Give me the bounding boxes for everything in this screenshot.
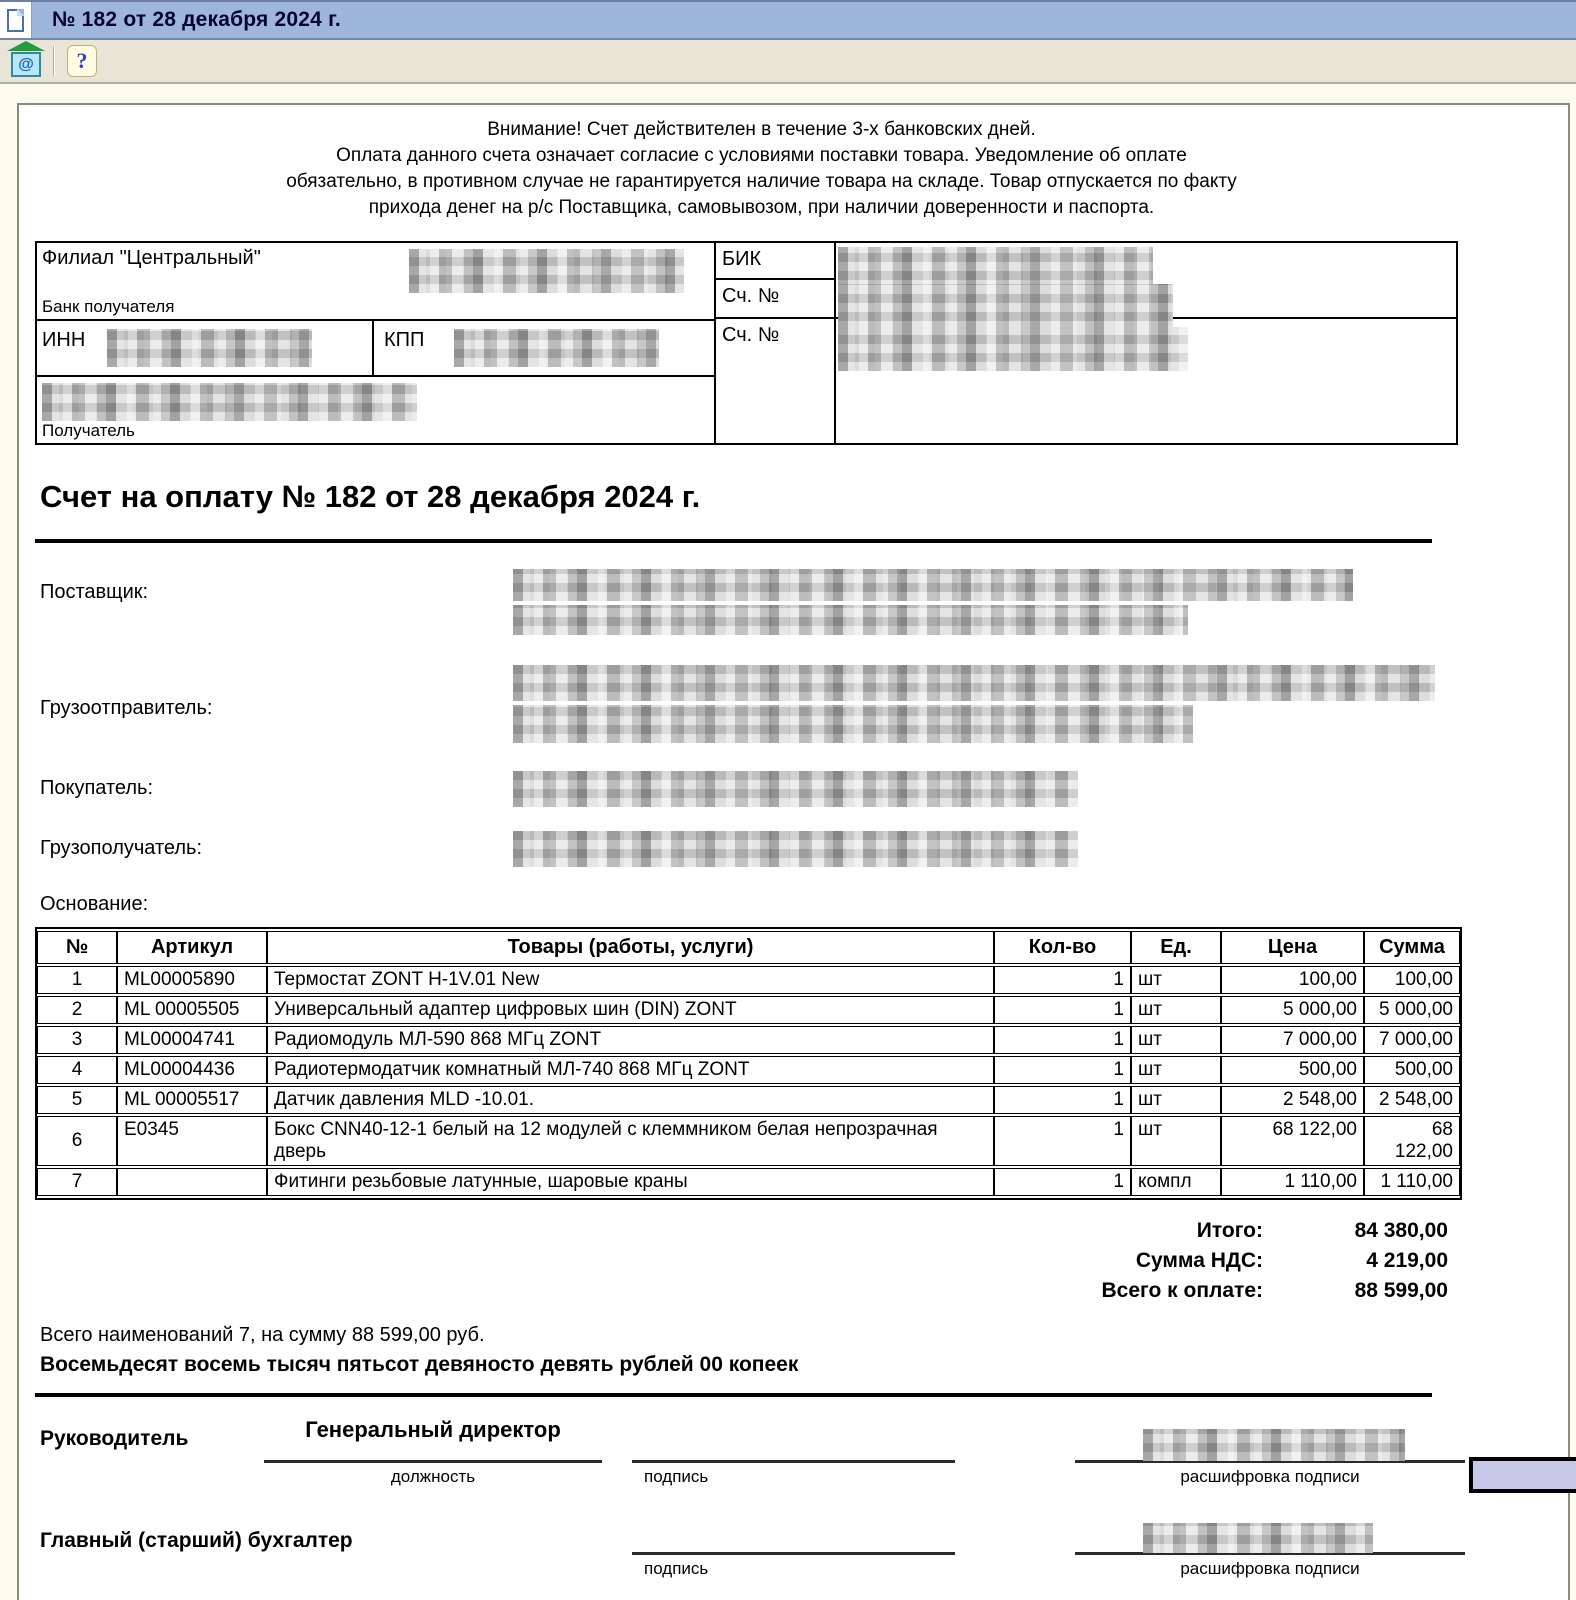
cell-amount: 500,00: [1364, 1056, 1460, 1084]
vat-line: [35, 1246, 1458, 1276]
cell-num: 7: [37, 1168, 117, 1196]
corr-account-label: Сч. №: [716, 319, 836, 443]
window-titlebar: [0, 0, 1576, 40]
basis-row: [35, 885, 1568, 921]
director-position-line: [264, 1417, 602, 1463]
name-caption: расшифровка подписи: [1180, 1467, 1360, 1486]
redacted-corr-account-value: [838, 327, 1188, 371]
cell-qty: 1: [994, 1086, 1131, 1114]
redacted-accountant-name: [1143, 1523, 1373, 1553]
redacted-inn-value: [107, 329, 312, 367]
bik-row: [716, 243, 1456, 280]
cell-article: ML00005890: [117, 966, 267, 994]
cell-qty: 1: [994, 966, 1131, 994]
notice-line: прихода денег на р/с Поставщика, самовывозом, при наличии доверенности и паспорта.: [368, 197, 1155, 218]
recipient-caption: Получатель: [42, 421, 135, 440]
cell-amount: 7 000,00: [1364, 1026, 1460, 1054]
cell-price: 2 548,00: [1221, 1086, 1364, 1114]
toolbar-separator: [53, 46, 55, 76]
director-position: Генеральный директор: [305, 1417, 561, 1442]
cell-unit: шт: [1131, 1116, 1221, 1166]
bank-caption: Банк получателя: [42, 297, 175, 316]
consignee-row: [35, 827, 1568, 885]
bik-value-cell: [836, 243, 1456, 280]
cell-price: 7 000,00: [1221, 1026, 1364, 1054]
account-row: [716, 280, 1456, 319]
cell-num: 1: [37, 966, 117, 994]
inn-kpp-row: [37, 321, 714, 377]
cell-unit: шт: [1131, 1026, 1221, 1054]
inn-label: ИНН: [42, 329, 86, 351]
cell-amount: 2 548,00: [1364, 1086, 1460, 1114]
redacted-shipper-line: [513, 705, 1193, 743]
total-line: [35, 1276, 1458, 1306]
bank-requisites-table: [35, 241, 1458, 445]
cell-unit: шт: [1131, 1056, 1221, 1084]
bank-left-section: [37, 243, 716, 443]
kpp-label: КПП: [384, 329, 425, 351]
document-icon: [0, 2, 32, 38]
shipper-row: [35, 665, 1568, 767]
corr-account-value-cell: [836, 319, 1456, 443]
cell-qty: 1: [994, 996, 1131, 1024]
total-value: 88 599,00: [1354, 1279, 1448, 1302]
cell-goods: Универсальный адаптер цифровых шин (DIN) ZONT: [267, 996, 994, 1024]
email-at-icon: @: [11, 52, 41, 77]
cell-unit: шт: [1131, 966, 1221, 994]
basis-label: Основание:: [40, 893, 149, 915]
supplier-value: [513, 569, 1353, 665]
redacted-shipper-line: [513, 665, 1435, 701]
invoice-title: Счет на оплату № 182 от 28 декабря 2024 г.: [40, 479, 701, 514]
cell-amount: 68 122,00: [1364, 1116, 1460, 1166]
redacted-recipient-name: [42, 383, 417, 421]
cell-qty: 1: [994, 1116, 1131, 1166]
cell-num: 5: [37, 1086, 117, 1114]
cell-unit: компл: [1131, 1168, 1221, 1196]
director-signature-line: [632, 1417, 955, 1463]
cell-article: ML 00005517: [117, 1086, 267, 1114]
parties-section: [35, 569, 1568, 921]
cell-price: 500,00: [1221, 1056, 1364, 1084]
redacted-consignee-line: [513, 831, 1078, 867]
name-caption: расшифровка подписи: [1180, 1559, 1360, 1578]
inn-cell: [37, 321, 374, 375]
consignee-label: Грузополучатель:: [40, 837, 203, 859]
redacted-supplier-line: [513, 569, 1353, 601]
redacted-buyer-line: [513, 771, 1078, 807]
vat-value: 4 219,00: [1366, 1249, 1448, 1272]
items-table: [35, 927, 1462, 1200]
cell-article: E0345: [117, 1116, 267, 1166]
notice-line: Оплата данного счета означает согласие с условиями поставки товара. Уведомление об оплате: [336, 145, 1187, 166]
selected-input-field[interactable]: [1469, 1457, 1576, 1493]
table-row: [37, 1026, 1460, 1054]
signatures-section: [35, 1401, 1568, 1600]
items-count-summary: Всего наименований 7, на сумму 88 599,00 руб.: [40, 1324, 485, 1346]
redacted-director-name: [1143, 1429, 1405, 1461]
col-header-num: №: [37, 931, 117, 964]
notice-line: Внимание! Счет действителен в течение 3-х банковских дней.: [487, 119, 1036, 140]
supplier-row: [35, 569, 1568, 665]
cell-price: 1 110,00: [1221, 1168, 1364, 1196]
buyer-row: [35, 767, 1568, 827]
corr-account-row: [716, 319, 1456, 443]
cell-amount: 1 110,00: [1364, 1168, 1460, 1196]
cell-unit: шт: [1131, 1086, 1221, 1114]
cell-unit: шт: [1131, 996, 1221, 1024]
cell-qty: 1: [994, 1026, 1131, 1054]
bik-label: БИК: [716, 243, 836, 280]
consignee-value: [513, 827, 1078, 885]
footer-rule: [35, 1393, 1432, 1397]
payment-notice: [35, 117, 1568, 221]
cell-goods: Датчик давления MLD -10.01.: [267, 1086, 994, 1114]
window-title: № 182 от 28 декабря 2024 г.: [52, 8, 341, 31]
title-rule: [35, 539, 1432, 543]
question-mark-icon: ?: [67, 45, 97, 77]
invoice-print-form: [17, 103, 1570, 1600]
cell-article: ML 00005505: [117, 996, 267, 1024]
recipient-cell: [37, 377, 714, 443]
cell-price: 100,00: [1221, 966, 1364, 994]
cell-qty: 1: [994, 1056, 1131, 1084]
director-label: Руководитель: [40, 1427, 189, 1450]
supplier-label: Поставщик:: [40, 581, 149, 603]
signature-caption: подпись: [644, 1467, 709, 1486]
cell-amount: 5 000,00: [1364, 996, 1460, 1024]
col-header-article: Артикул: [117, 931, 267, 964]
account-value-cell: [836, 280, 1456, 317]
buyer-label: Покупатель:: [40, 777, 154, 799]
cell-goods: Радиомодуль МЛ-590 868 МГц ZONT: [267, 1026, 994, 1054]
amount-in-words: Восемьдесят восемь тысяч пятьсот девяносто девять рублей 00 копеек: [40, 1353, 799, 1376]
cell-goods: Радиотермодатчик комнатный МЛ-740 868 МГц ZONT: [267, 1056, 994, 1084]
send-email-button[interactable]: [7, 42, 45, 80]
table-row: [37, 966, 1460, 994]
subtotal-line: [35, 1216, 1458, 1246]
help-button[interactable]: [63, 42, 101, 80]
cell-article: ML00004741: [117, 1026, 267, 1054]
cell-goods: Фитинги резьбовые латунные, шаровые краны: [267, 1168, 994, 1196]
items-header-row: [37, 931, 1460, 964]
vat-label: Сумма НДС:: [1135, 1249, 1263, 1272]
totals-section: [35, 1216, 1458, 1306]
redacted-bank-name: [409, 249, 684, 293]
accountant-label: Главный (старший) бухгалтер: [40, 1529, 353, 1552]
cell-num: 2: [37, 996, 117, 1024]
redacted-kpp-value: [454, 329, 659, 367]
signature-caption: подпись: [644, 1559, 709, 1578]
page-glyph-icon: [7, 9, 24, 32]
account-label: Сч. №: [716, 280, 836, 317]
redacted-supplier-line: [513, 605, 1188, 635]
col-header-goods: Товары (работы, услуги): [267, 931, 994, 964]
shipper-value: [513, 665, 1435, 767]
shipper-label: Грузоотправитель:: [40, 697, 213, 719]
bank-right-section: [716, 243, 1456, 443]
cell-article: ML00004436: [117, 1056, 267, 1084]
cell-num: 4: [37, 1056, 117, 1084]
col-header-qty: Кол-во: [994, 931, 1131, 964]
cell-amount: 100,00: [1364, 966, 1460, 994]
table-row: [37, 1116, 1460, 1166]
accountant-signature-line: [632, 1509, 955, 1555]
col-header-unit: Ед.: [1131, 931, 1221, 964]
cell-price: 5 000,00: [1221, 996, 1364, 1024]
table-row: [37, 996, 1460, 1024]
table-row: [37, 1056, 1460, 1084]
cell-num: 6: [37, 1116, 117, 1166]
cell-goods: Термостат ZONT H-1V.01 New: [267, 966, 994, 994]
col-header-price: Цена: [1221, 931, 1364, 964]
cell-num: 3: [37, 1026, 117, 1054]
table-row: [37, 1168, 1460, 1196]
total-label: Всего к оплате:: [1101, 1279, 1263, 1302]
col-header-amount: Сумма: [1364, 931, 1460, 964]
buyer-value: [513, 767, 1078, 827]
position-caption: должность: [390, 1467, 476, 1486]
table-row: [37, 1086, 1460, 1114]
subtotal-label: Итого:: [1196, 1219, 1263, 1242]
cell-goods: Бокс CNN40-12-1 белый на 12 модулей с клеммником белая непрозрачная дверь: [267, 1116, 994, 1166]
toolbar: [0, 40, 1576, 84]
cell-price: 68 122,00: [1221, 1116, 1364, 1166]
kpp-cell: [374, 321, 714, 375]
notice-line: обязательно, в противном случае не гарантируется наличие товара на складе. Товар отпускается по факту: [286, 171, 1237, 192]
cell-qty: 1: [994, 1168, 1131, 1196]
subtotal-value: 84 380,00: [1354, 1219, 1448, 1242]
bank-name-cell: [37, 243, 714, 321]
cell-article: [117, 1168, 267, 1196]
bank-branch-name: Филиал "Центральный": [42, 247, 261, 269]
